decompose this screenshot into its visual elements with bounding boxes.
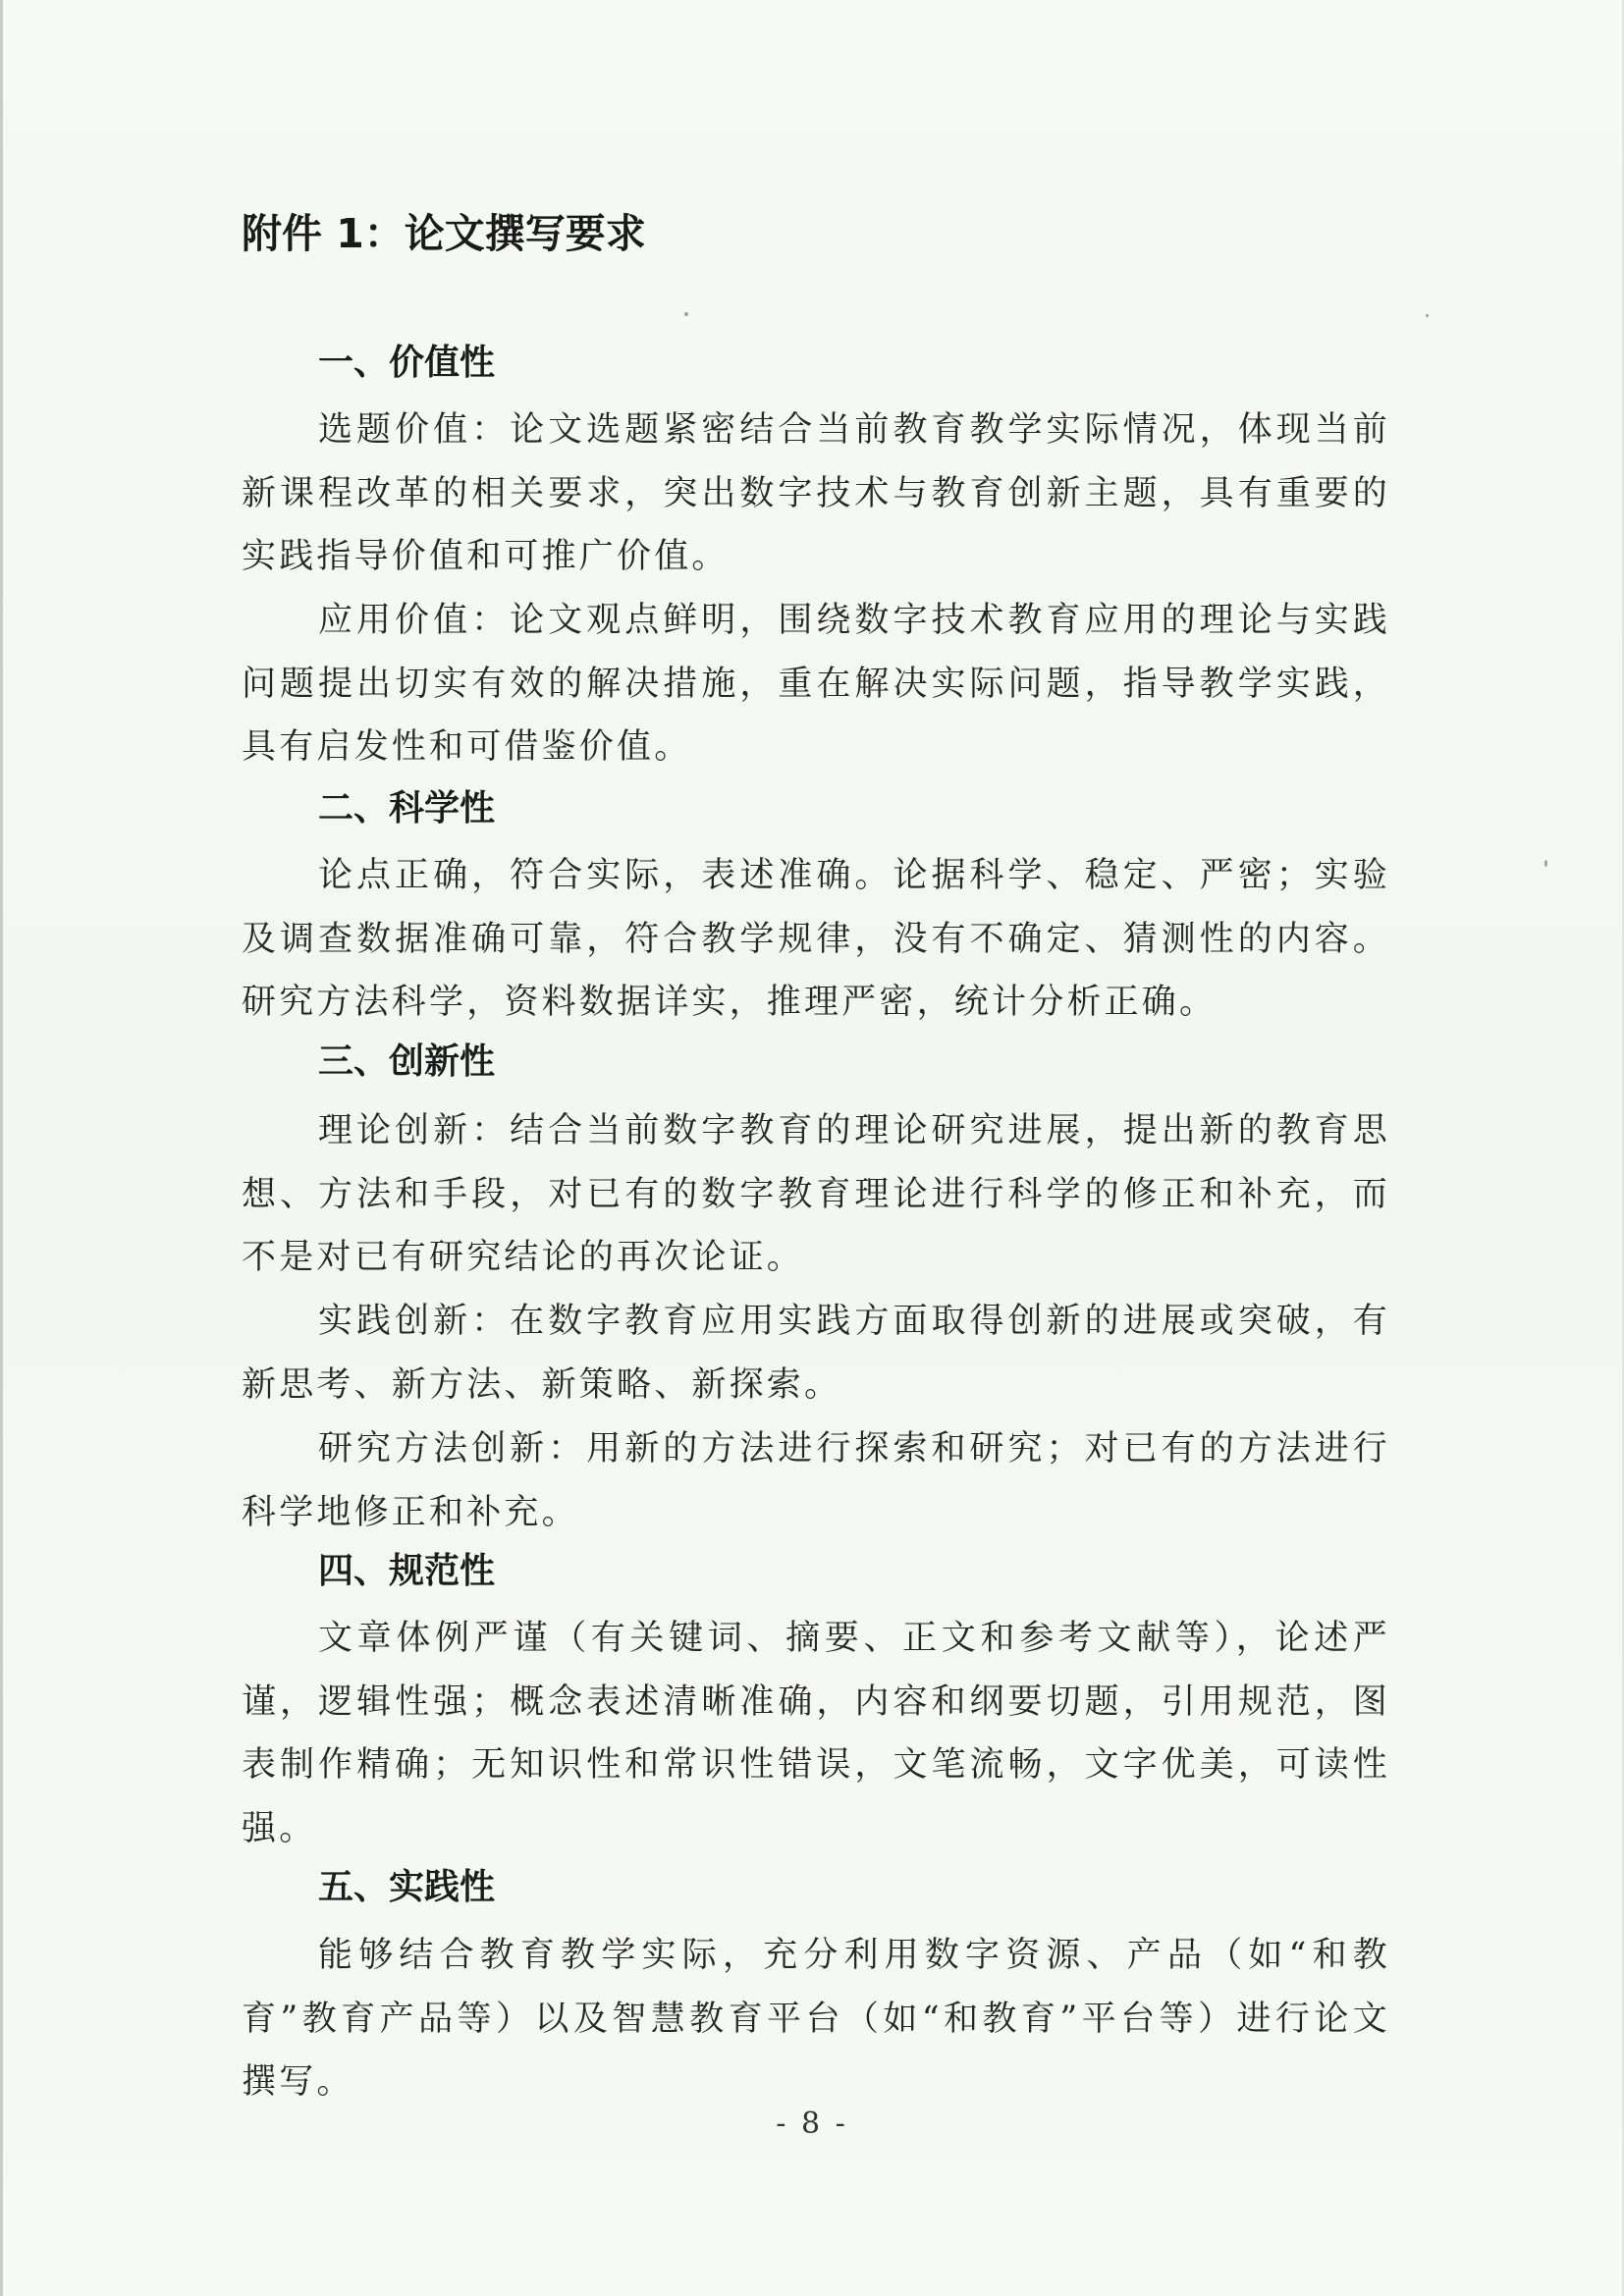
paragraph-practice-innovation: 实践创新：在数字教育应用实践方面取得创新的进展或突破，有新思考、新方法、新策略、新探索。 <box>242 1302 1390 1405</box>
section-heading-innovation: 三、创新性 <box>318 1041 496 1082</box>
attachment-title: 附件 1：论文撰写要求 <box>242 210 646 257</box>
paragraph-standard: 文章体例严谨（有关键词、摘要、正文和参考文献等），论述严谨，逻辑性强；概念表述清晰准确，内容和纲要切题，引用规范，图表制作精确；无知识性和常识性错误，文笔流畅，文字优美，可读性强。 <box>242 1619 1390 1848</box>
section-heading-value: 一、价值性 <box>318 343 496 383</box>
paragraph-theory-innovation: 理论创新：结合当前数字教育的理论研究进展，提出新的教育思想、方法和手段，对已有的数字教育理论进行科学的修正和补充，而不是对已有研究结论的再次论证。 <box>242 1111 1390 1277</box>
paragraph-scientific: 论点正确，符合实际，表述准确。论据科学、稳定、严密；实验及调查数据准确可靠，符合教学规律，没有不确定、猜测性的内容。研究方法科学，资料数据详实，推理严密，统计分析正确。 <box>242 856 1390 1022</box>
page-number: - 8 - <box>776 2107 848 2141</box>
paragraph-practice: 能够结合教育教学实际，充分利用数字资源、产品（如“和教育”教育产品等）以及智慧教育平台（如“和教育”平台等）进行论文撰写。 <box>242 1936 1390 2102</box>
section-heading-scientific: 二、科学性 <box>318 788 496 828</box>
scan-speck <box>1544 860 1547 867</box>
section-heading-standard: 四、规范性 <box>318 1551 496 1591</box>
paragraph-method-innovation: 研究方法创新：用新的方法进行探索和研究；对已有的方法进行科学地修正和补充。 <box>242 1429 1390 1532</box>
section-heading-practice: 五、实践性 <box>318 1867 496 1907</box>
paragraph-application-value: 应用价值：论文观点鲜明，围绕数字技术教育应用的理论与实践问题提出切实有效的解决措施，重在解决实际问题，指导教学实践，具有启发性和可借鉴价值。 <box>242 601 1390 767</box>
scan-speck <box>684 312 688 316</box>
page-left-edge <box>0 0 3 2296</box>
paragraph-topic-value: 选题价值：论文选题紧密结合当前教育教学实际情况，体现当前新课程改革的相关要求，突出数字技术与教育创新主题，具有重要的实践指导价值和可推广价值。 <box>242 410 1390 576</box>
scan-speck <box>1426 314 1429 317</box>
